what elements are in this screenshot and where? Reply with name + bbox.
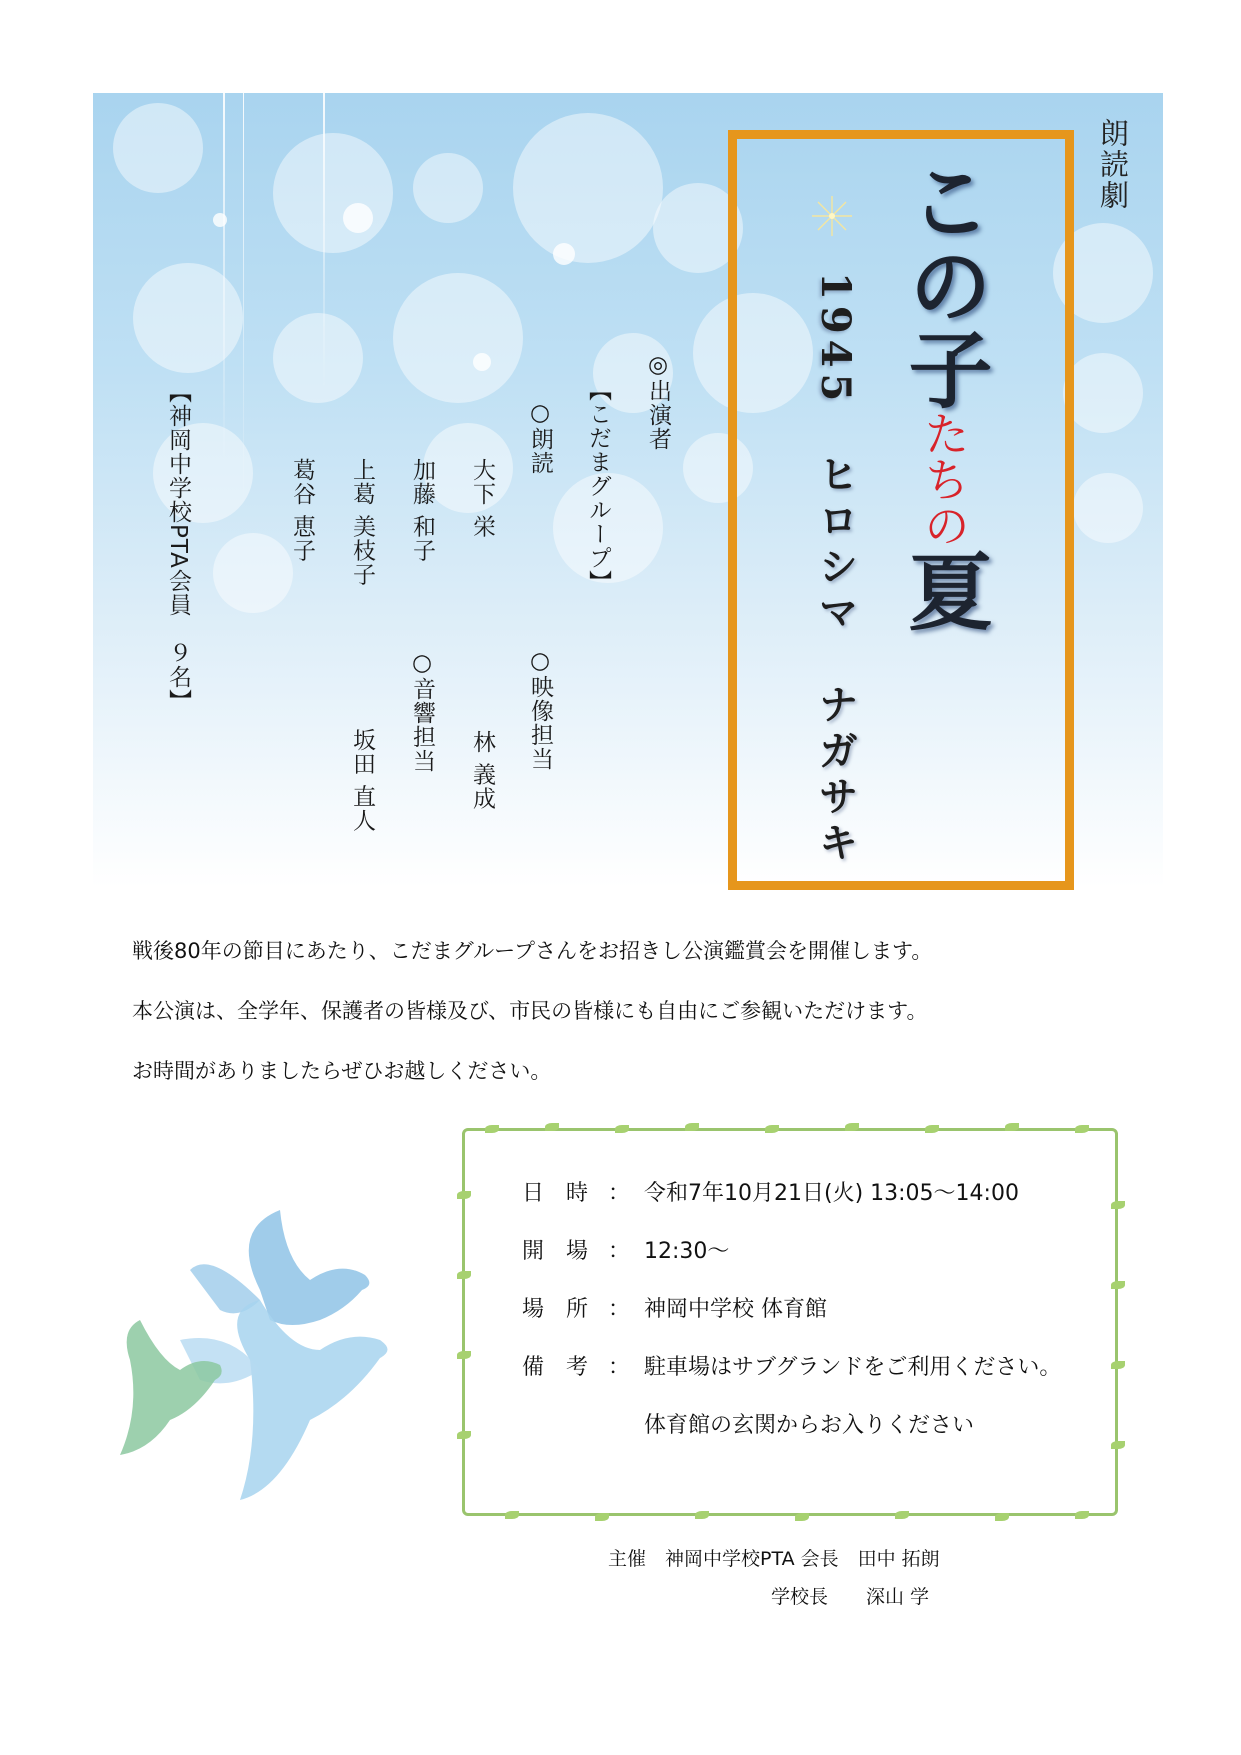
pta-members: 【神岡中学校PTA会員 ９名】 [165,380,191,713]
title-part-small: たちの [917,410,971,548]
detail-date-value: 令和7年10月21日(火) 13:05～14:00 [644,1181,1019,1206]
detail-note-value-2: 体育館の玄関からお入りください [644,1413,975,1438]
detail-note: 備考： 駐車場はサブグランドをご利用ください。 [522,1350,1061,1381]
detail-open: 開場： 12:30～ [522,1234,729,1265]
title-part-2: 夏 [895,548,994,632]
doves-illustration [110,1190,440,1520]
subtitle-year: 1945 [812,272,859,408]
sponsor-line-2: 学校長 深山 学 [771,1586,930,1608]
reader-2: 加藤 和子 [409,458,435,563]
detail-date: 日時： 令和7年10月21日(火) 13:05～14:00 [522,1176,1019,1207]
cast-group: 【こだまグループ】 [585,378,611,594]
detail-date-key: 日時 [522,1181,611,1206]
intro-line-1: 戦後80年の節目にあたり、こだまグループさんをお招きし公演鑑賞会を開催します。 [132,939,933,963]
reader-3: 上葛 美枝子 [349,458,375,587]
intro-line-3: お時間がありましたらぜひお越しください。 [132,1059,552,1083]
subtitle-city-2: ナガサキ [812,683,859,868]
main-title [895,158,994,632]
cast-heading: ◎出演者 [645,352,671,451]
reading-label: ○朗読 [527,400,553,475]
detail-note-key: 備考 [522,1355,611,1380]
subtitle-city-1: ヒロシマ [812,453,859,638]
sound-person: 坂田 直人 [349,728,375,833]
genre-label: 朗読劇 [1096,118,1130,211]
detail-note-line-2 [644,1408,974,1439]
sponsor-line-1: 主催 神岡中学校PTA 会長 田中 拓朗 [608,1548,940,1570]
detail-open-value: 12:30～ [644,1239,730,1264]
detail-open-key: 開場 [522,1239,611,1264]
video-label: ○映像担当 [527,648,553,771]
subtitle [812,272,859,868]
intro-line-2: 本公演は、全学年、保護者の皆様及び、市民の皆様にも自由にご参観いただけます。 [132,999,928,1023]
video-person: 林 義成 [469,730,495,811]
detail-place-value: 神岡中学校 体育館 [644,1297,827,1322]
detail-place-key: 場所 [522,1297,611,1322]
reader-4: 葛谷 恵子 [289,458,315,563]
reader-1: 大下 栄 [469,458,495,539]
detail-place: 場所： 神岡中学校 体育館 [522,1292,827,1323]
sound-label: ○音響担当 [409,650,435,773]
sparkle-icon [812,196,852,236]
detail-note-value-1: 駐車場はサブグランドをご利用ください。 [644,1355,1062,1380]
title-part-1: この子 [895,158,994,410]
